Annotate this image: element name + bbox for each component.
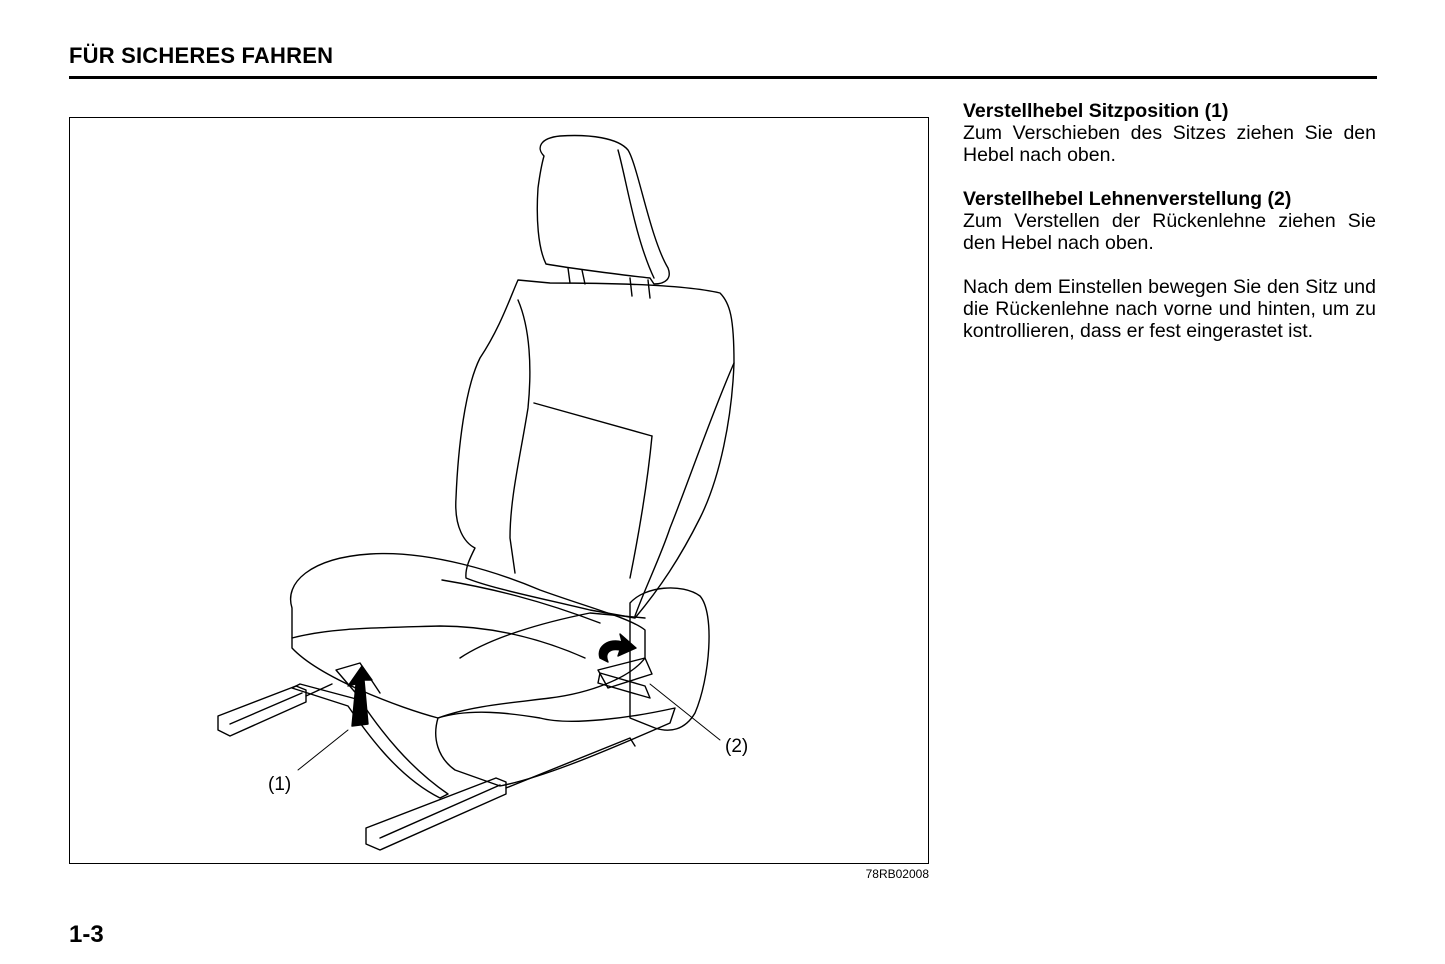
page-number: 1-3 (69, 921, 104, 948)
seat-rail-front (366, 778, 506, 850)
section-body: Nach dem Einstellen bewegen Sie den Sitz und die Rückenlehne nach vorne und hinten, um zu kontrollieren, dass er fest eingerastet ist. (963, 276, 1376, 342)
seat-backrest (456, 280, 734, 618)
callout-label-2: (2) (725, 736, 749, 757)
section-recline-lever (963, 188, 1376, 254)
arrow-up-icon (348, 666, 372, 726)
section-check-note (963, 276, 1376, 342)
section-heading: Verstellhebel Lehnenverstellung (2) (963, 188, 1292, 210)
callout-label-1: (1) (268, 774, 292, 795)
seat-base (436, 708, 675, 786)
section-slide-lever (963, 100, 1376, 166)
slide-lever (292, 684, 448, 798)
header-rule (69, 76, 1377, 79)
instructions-column (963, 100, 1376, 364)
seat-illustration (70, 118, 928, 863)
seat-headrest (537, 136, 669, 284)
seat-rail-rear (218, 686, 306, 736)
page-header-title: FÜR SICHERES FAHREN (69, 43, 334, 68)
leader-line-2 (650, 684, 720, 740)
figure-code: 78RB02008 (865, 867, 929, 881)
seat-illustration-frame (69, 117, 929, 864)
leader-line-1 (298, 730, 348, 770)
section-body: Zum Verschieben des Sitzes ziehen Sie den Hebel nach oben. (963, 122, 1376, 166)
recline-lever (598, 658, 652, 688)
section-body: Zum Verstellen der Rückenlehne ziehen Sie den Hebel nach oben. (963, 210, 1376, 254)
section-heading: Verstellhebel Sitzposition (1) (963, 100, 1229, 122)
